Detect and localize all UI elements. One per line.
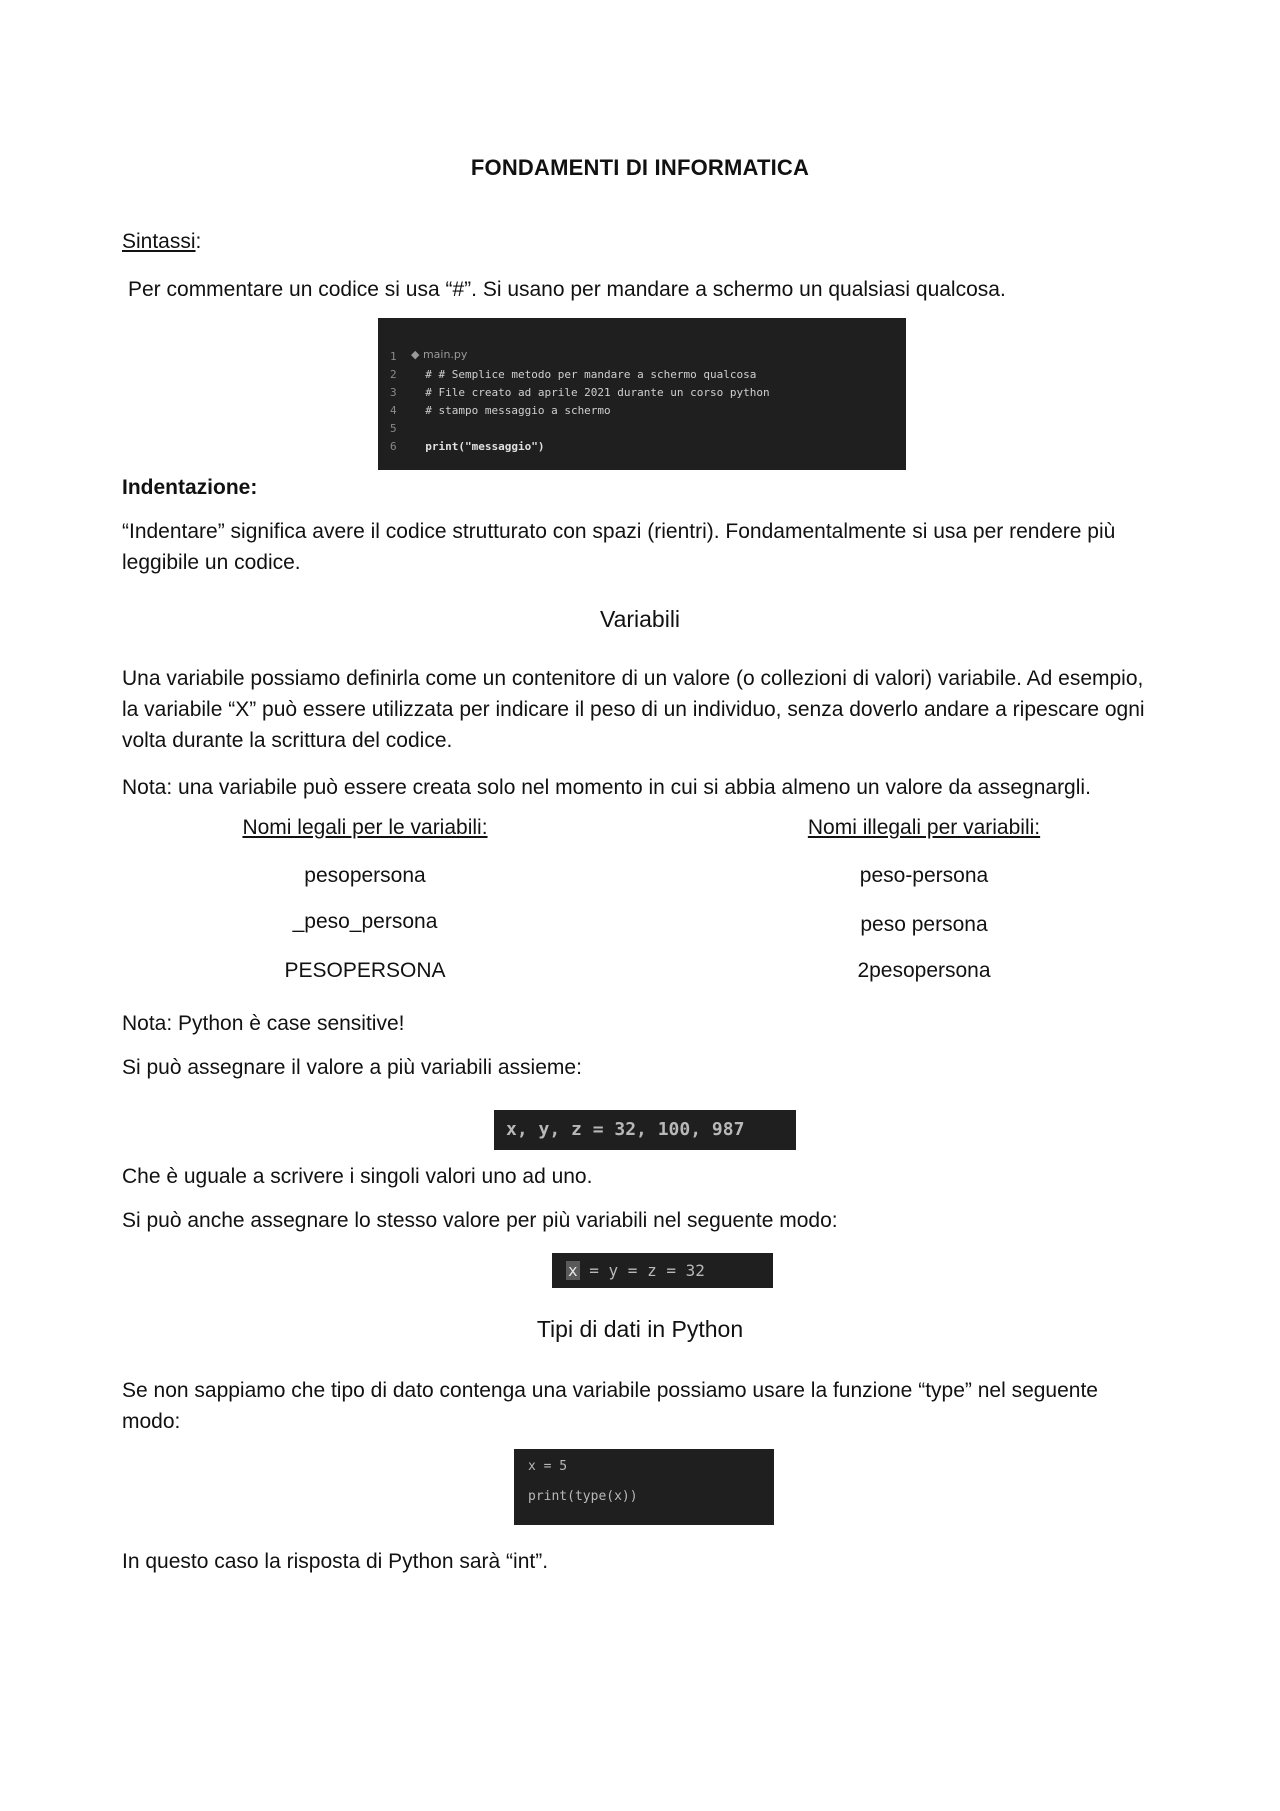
- file-icon: ◆: [410, 348, 420, 361]
- legal-names-header: Nomi legali per le variabili:: [242, 816, 488, 839]
- code-filename-text: main.py: [422, 348, 468, 361]
- code-line-text: # File creato ad aprile 2021 durante un corso python: [412, 386, 770, 399]
- code-line-text: # stampo messaggio a schermo: [412, 404, 611, 417]
- code-type-line2: print(type(x)): [528, 1489, 638, 1504]
- code-line-number: 6: [390, 440, 397, 453]
- legal-name-item: _peso_persona: [292, 910, 438, 933]
- code-line: [390, 366, 894, 384]
- illegal-name-item: peso-persona: [859, 864, 989, 887]
- illegal-names-header: Nomi illegali per variabili:: [807, 816, 1041, 839]
- code-line-text: # # Semplice metodo per mandare a schermo qualcosa: [412, 368, 757, 381]
- code-line: [390, 402, 894, 420]
- case-sensitive-note: Nota: Python è case sensitive!: [122, 1012, 405, 1035]
- code-line-number: 4: [390, 404, 397, 417]
- code-line-number: 5: [390, 422, 397, 435]
- code-main-screenshot: [378, 318, 906, 470]
- code-line-number: 3: [390, 386, 397, 399]
- tipi-text: Se non sappiamo che tipo di dato contenga una variabile possiamo usare la funzione “type” nel seguente modo:: [122, 1379, 1098, 1433]
- code-filename: [390, 328, 894, 361]
- tipi-heading: Tipi di dati in Python: [536, 1316, 744, 1342]
- document-title: FONDAMENTI DI INFORMATICA: [470, 155, 810, 180]
- variabili-note: Nota: una variabile può essere creata solo nel momento in cui si abbia almeno un valore da assegnargli.: [122, 776, 1091, 799]
- sintassi-heading: [122, 226, 201, 257]
- code-same-value: [552, 1253, 773, 1288]
- tipi-answer: In questo caso la risposta di Python sarà “int”.: [122, 1550, 549, 1573]
- code-line-number: 2: [390, 368, 397, 381]
- code-type-line1: x = 5: [528, 1459, 568, 1474]
- code-line: [390, 438, 894, 456]
- sintassi-label: Sintassi: [122, 230, 196, 253]
- legal-name-item: PESOPERSONA: [284, 959, 446, 982]
- illegal-name-item: 2pesopersona: [857, 959, 991, 982]
- sintassi-text: Per commentare un codice si usa “#”. Si usano per mandare a schermo un qualsiasi qualcosa.: [128, 278, 1006, 301]
- indentazione-text: “Indentare” significa avere il codice strutturato con spazi (rientri). Fondamentalmente si usa per rendere più leggibile un codice.: [122, 520, 1116, 574]
- indentazione-heading: Indentazione:: [122, 476, 258, 499]
- code-multi-assign: x, y, z = 32, 100, 987: [494, 1110, 796, 1150]
- code-same-rest: = y = z = 32: [579, 1261, 705, 1280]
- sintassi-colon: :: [195, 230, 202, 253]
- equal-text: Che è uguale a scrivere i singoli valori uno ad uno.: [122, 1165, 593, 1188]
- same-value-text: Si può anche assegnare lo stesso valore per più variabili nel seguente modo:: [122, 1209, 838, 1232]
- code-line-number: 1: [390, 350, 397, 363]
- legal-name-item: pesopersona: [304, 864, 426, 887]
- code-line-text: print("messaggio"): [412, 440, 545, 453]
- code-line: [390, 420, 894, 438]
- multi-assign-text: Si può assegnare il valore a più variabili assieme:: [122, 1056, 582, 1079]
- code-type-screenshot: [514, 1449, 774, 1525]
- code-main-lines: [390, 348, 894, 456]
- code-line: [390, 384, 894, 402]
- variabili-heading: Variabili: [599, 606, 681, 632]
- code-cursor-x: x: [568, 1261, 578, 1280]
- variabili-text: Una variabile possiamo definirla come un contenitore di un valore (o collezioni di valori) variabile. Ad esempio, la variabile “X” può essere utilizzata per indicare il peso di un individuo, senza doverlo andare a ripescare ogni volta durante la scrittura del codice.: [122, 667, 1145, 752]
- illegal-name-item: peso persona: [860, 913, 988, 936]
